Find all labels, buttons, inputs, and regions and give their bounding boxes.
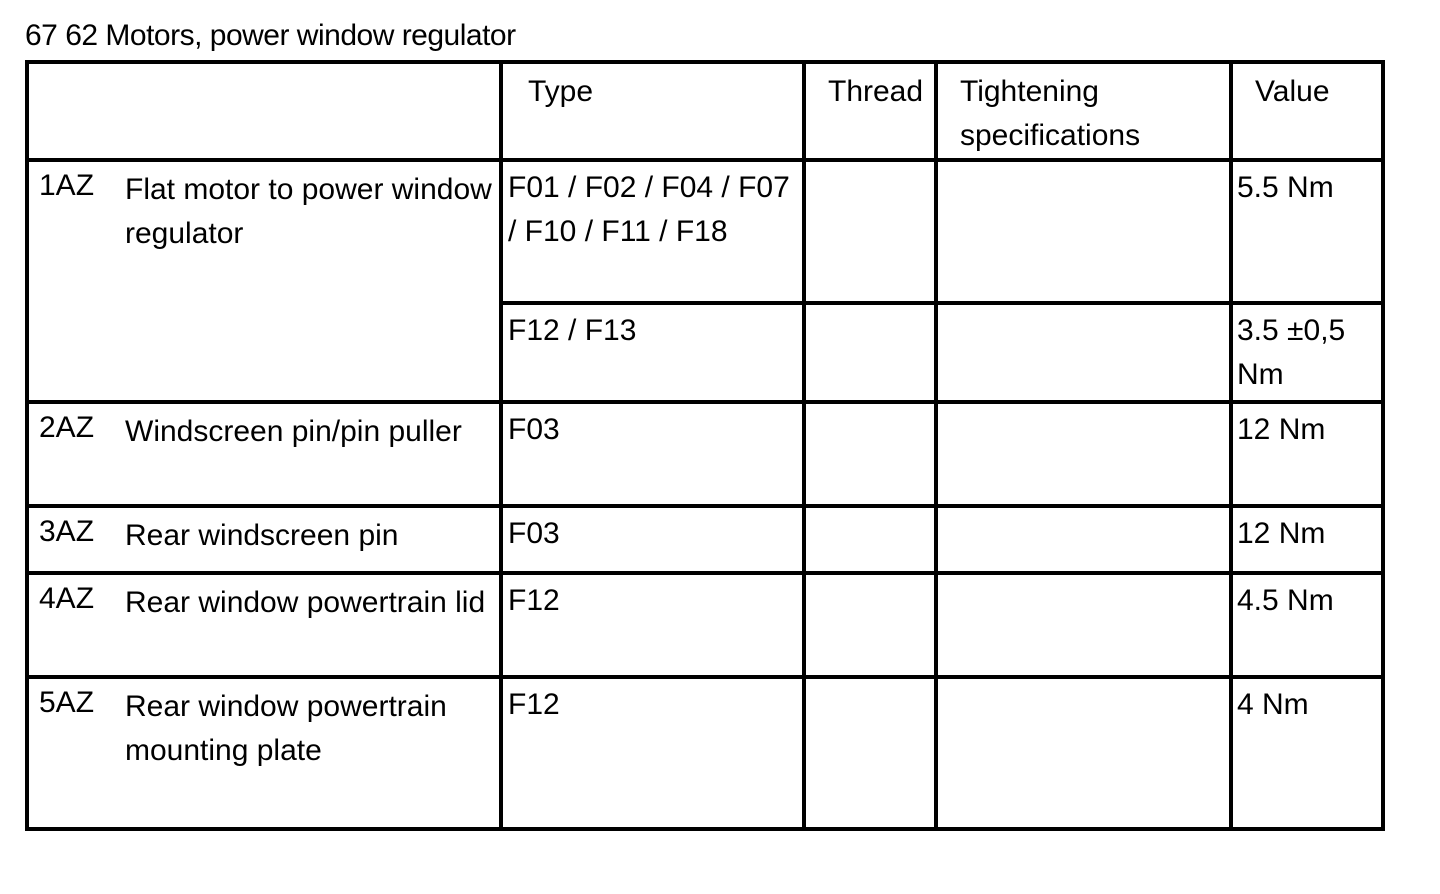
type-cell: F12 / F13 [501, 303, 804, 402]
thread-cell [804, 402, 936, 506]
thread-cell [804, 303, 936, 402]
item-description: Flat motor to power window regulator [125, 173, 492, 250]
value-cell: 3.5 ±0,5 Nm [1231, 303, 1383, 402]
tightening-cell [936, 402, 1231, 506]
table-row [27, 506, 1383, 573]
tightening-cell [936, 573, 1231, 677]
table-header-row [27, 62, 1383, 160]
value-cell: 4.5 Nm [1231, 573, 1383, 677]
value-cell: 12 Nm [1231, 402, 1383, 506]
item-description: Rear window powertrain lid [125, 586, 486, 619]
type-cell: F12 [501, 573, 804, 677]
item-cell [27, 506, 501, 573]
table-row [27, 402, 1383, 506]
type-cell: F01 / F02 / F04 / F07 / F10 / F11 / F18 [501, 160, 804, 303]
item-code: 1AZ [39, 169, 95, 202]
tightening-cell [936, 506, 1231, 573]
value-cell: 4 Nm [1231, 677, 1383, 829]
item-code: 5AZ [39, 686, 95, 719]
thread-cell [804, 573, 936, 677]
header-tightening-specifications: Tightening specifications [936, 62, 1231, 160]
item-description: Rear windscreen pin [125, 519, 399, 552]
thread-cell [804, 160, 936, 303]
header-item [27, 62, 501, 160]
header-value: Value [1231, 62, 1383, 160]
item-cell [27, 677, 501, 829]
item-cell [27, 573, 501, 677]
table-row [27, 677, 1383, 829]
item-code: 4AZ [39, 582, 95, 615]
type-cell: F03 [501, 402, 804, 506]
type-cell: F12 [501, 677, 804, 829]
value-cell: 12 Nm [1231, 506, 1383, 573]
table-row [27, 573, 1383, 677]
tightening-cell [936, 160, 1231, 303]
item-description: Windscreen pin/pin puller [125, 415, 462, 448]
thread-cell [804, 677, 936, 829]
value-cell: 5.5 Nm [1231, 160, 1383, 303]
tightening-cell [936, 303, 1231, 402]
thread-cell [804, 506, 936, 573]
type-cell: F03 [501, 506, 804, 573]
header-type: Type [501, 62, 804, 160]
tightening-torque-table [25, 60, 1385, 831]
item-code: 3AZ [39, 515, 95, 548]
item-cell [27, 160, 501, 402]
item-code: 2AZ [39, 411, 95, 444]
header-thread: Thread [804, 62, 936, 160]
tightening-cell [936, 677, 1231, 829]
item-description: Rear window powertrain mounting plate [125, 690, 447, 767]
document-title: 67 62 Motors, power window regulator [25, 19, 516, 52]
item-cell [27, 402, 501, 506]
table-row [27, 160, 1383, 303]
